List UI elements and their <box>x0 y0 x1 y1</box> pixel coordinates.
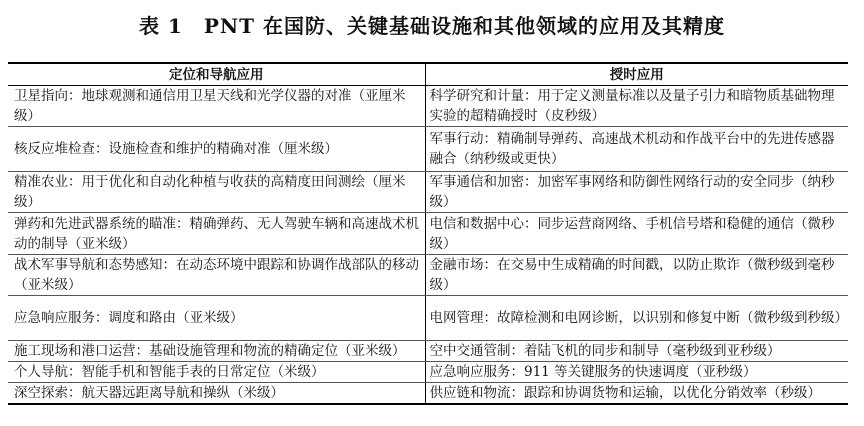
table-row <box>8 383 848 405</box>
positioning-cell: 深空探索：航天器远距离导航和操纵（米级） <box>8 383 425 405</box>
table-header-row <box>8 63 848 86</box>
table-row <box>8 362 848 383</box>
positioning-cell: 战术军事导航和态势感知：在动态环境中跟踪和协调作战部队的移动（亚米级） <box>8 255 425 296</box>
timing-cell: 科学研究和计量：用于定义测量标准以及量子引力和暗物质基础物理实验的超精确授时（皮秒级） <box>425 86 848 127</box>
positioning-cell: 核反应堆检查：设施检查和维护的精确对准（厘米级） <box>8 127 425 172</box>
timing-cell: 军事行动：精确制导弹药、高速战术机动和作战平台中的先进传感器融合（纳秒级或更快） <box>425 127 848 172</box>
table-row <box>8 86 848 127</box>
table-row <box>8 172 848 213</box>
positioning-cell: 施工现场和港口运营：基础设施管理和物流的精确定位（亚米级） <box>8 341 425 362</box>
table-caption: 表 1 PNT 在国防、关键基础设施和其他领域的应用及其精度 <box>138 14 726 38</box>
positioning-cell: 卫星指向：地球观测和通信用卫星天线和光学仪器的对准（亚厘米级） <box>8 86 425 127</box>
positioning-cell: 个人导航：智能手机和智能手表的日常定位（米级） <box>8 362 425 383</box>
positioning-cell: 应急响应服务：调度和路由（亚米级） <box>8 296 425 341</box>
timing-cell: 空中交通管制：着陆飞机的同步和制导（毫秒级到亚秒级） <box>425 341 848 362</box>
table-row <box>8 341 848 362</box>
timing-cell: 电网管理：故障检测和电网诊断，以识别和修复中断（微秒级到秒级） <box>425 296 848 341</box>
timing-cell: 军事通信和加密：加密军事网络和防御性网络行动的安全同步（纳秒级） <box>425 172 848 213</box>
table-row <box>8 255 848 296</box>
timing-cell: 电信和数据中心：同步运营商网络、手机信号塔和稳健的通信（微秒级） <box>425 213 848 255</box>
table-row <box>8 296 848 341</box>
positioning-cell: 弹药和先进武器系统的瞄准：精确弹药、无人驾驶车辆和高速战术机动的制导（亚米级） <box>8 213 425 255</box>
header-timing: 授时应用 <box>425 63 848 86</box>
table-row <box>8 127 848 172</box>
timing-cell: 金融市场：在交易中生成精确的时间戳，以防止欺诈（微秒级到毫秒级） <box>425 255 848 296</box>
header-positioning-navigation: 定位和导航应用 <box>8 63 425 86</box>
positioning-cell: 精准农业：用于优化和自动化种植与收获的高精度田间测绘（厘米级） <box>8 172 425 213</box>
table-row <box>8 213 848 255</box>
timing-cell: 应急响应服务：911 等关键服务的快速调度（亚秒级） <box>425 362 848 383</box>
timing-cell: 供应链和物流：跟踪和协调货物和运输，以优化分销效率（秒级） <box>425 383 848 405</box>
pnt-applications-table <box>8 62 848 405</box>
